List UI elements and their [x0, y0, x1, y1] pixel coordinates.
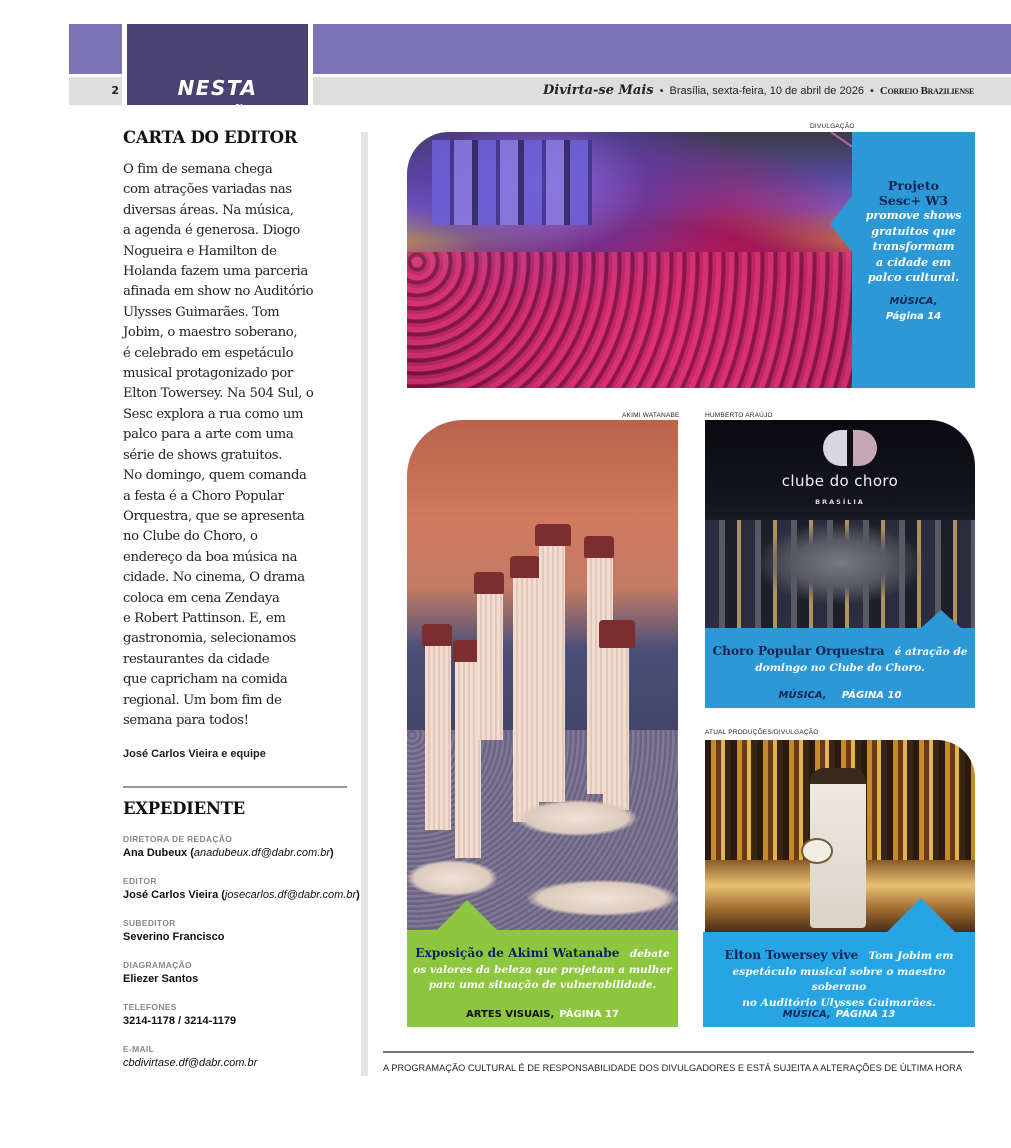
masthead-email-link[interactable]: cbdivirtase.df@dabr.com.br: [123, 1057, 258, 1069]
masthead-label: DIAGRAMAÇÃO: [123, 960, 192, 970]
masthead-entry: [123, 959, 363, 988]
body-line: No domingo, quem comanda: [123, 468, 307, 484]
masthead-title: EXPEDIENTE: [123, 799, 245, 818]
deck-line: promove shows: [865, 208, 962, 222]
photo-logo-text: clube do choro: [781, 472, 899, 490]
newspaper-brand: Correio Braziliense: [879, 85, 974, 97]
story-box-choro[interactable]: [705, 628, 975, 708]
editor-letter-title: CARTA DO EDITOR: [123, 128, 298, 147]
photo-logo-subtext: BRASÍLIA: [815, 498, 865, 506]
masthead-entry: DIRETORA DE REDAÇÃO Ana Dubeux (anadubeux.df@dabr.com.br): [123, 833, 363, 862]
deck-line: espetáculo musical sobre o maestro soberano: [732, 965, 946, 993]
art-installation-photo: [407, 420, 678, 930]
body-line: a festa é a Choro Popular: [123, 488, 284, 504]
body-line: é celebrado em espetáculo: [123, 345, 294, 361]
headline-line: Sesc+ W3: [878, 193, 949, 208]
footer-rule: [383, 1051, 974, 1053]
story-page-ref[interactable]: PÁGINA 10: [841, 690, 902, 701]
deck-line: os valores da beleza que projetam a mulher: [413, 963, 672, 976]
story-page-ref[interactable]: PÁGINA 17: [559, 1009, 619, 1020]
deck-line: no Auditório Ulysses Guimarães.: [742, 996, 936, 1009]
story-section: ARTES VISUAIS,: [466, 1009, 555, 1020]
body-line: no Clube do Choro, o: [123, 529, 258, 545]
story-page-ref[interactable]: Página 14: [885, 310, 942, 322]
photo-credit: AKIMI WATANABE: [622, 412, 680, 419]
body-line: cidade. No cinema, O drama: [123, 570, 305, 586]
story-deck: [858, 208, 969, 286]
masthead-label: DIRETORA DE REDAÇÃO: [123, 834, 233, 844]
header-color-block-left: [69, 24, 122, 74]
orchestra-photo: [705, 420, 975, 628]
editor-letter: [123, 128, 348, 760]
body-line: Elton Towersey. Na 504 Sul, o: [123, 386, 314, 402]
masthead-name: José Carlos Vieira: [123, 889, 219, 901]
body-line: palco para a arte com uma: [123, 427, 294, 443]
body-line: com atrações variadas nas: [123, 182, 292, 198]
footer-disclaimer: A PROGRAMAÇÃO CULTURAL É DE RESPONSABILIDADE DOS DIVULGADORES E ESTÁ SUJEITA A ALTERAÇÕES DE ÚLTIMA HORA: [383, 1063, 963, 1073]
story-box-elton[interactable]: [703, 932, 975, 1027]
masthead-entry: EDITOR José Carlos Vieira (josecarlos.df@dabr.com.br): [123, 875, 363, 904]
box-pointer: [921, 610, 961, 628]
clube-do-choro-logo-icon: [823, 430, 877, 466]
body-line: diversas áreas. Na música,: [123, 202, 294, 218]
deck-line: debate: [629, 948, 670, 960]
masthead-email-link[interactable]: josecarlos.df@dabr.com.br: [224, 889, 357, 901]
body-line: afinada em show no Auditório: [123, 284, 314, 300]
masthead-entry: [123, 1001, 363, 1030]
box-pointer: [887, 898, 955, 932]
header-color-band: [313, 24, 1011, 74]
box-pointer: [830, 196, 852, 252]
masthead-entry: [123, 1043, 363, 1072]
section-divider: [123, 786, 347, 788]
deck-line: palco cultural.: [867, 270, 960, 284]
photo-credit: ATUAL PRODUÇÕES/DIVULGAÇÃO: [705, 729, 819, 736]
header-dateline: [543, 77, 974, 105]
story-box-sesc[interactable]: [852, 132, 975, 388]
masthead-name: Eliezer Santos: [123, 973, 199, 985]
story-section: MÚSICA,: [782, 1009, 831, 1020]
bullet-separator: •: [868, 86, 875, 97]
body-line: gastronomia, selecionamos: [123, 631, 296, 647]
masthead-phones: 3214-1178 / 3214-1179: [123, 1015, 237, 1027]
masthead-name: Ana Dubeux: [123, 847, 188, 859]
masthead-label: EDITOR: [123, 876, 157, 886]
editor-letter-body: [123, 160, 348, 731]
photo-detail-hat: [801, 838, 833, 864]
body-line: regional. Um bom fim de: [123, 692, 282, 708]
body-line: Orquestra, que se apresenta: [123, 508, 305, 524]
photo-credit: DIVULGAÇÃO: [810, 123, 855, 130]
story-headline: Exposição de Akimi Watanabe: [415, 946, 620, 960]
deck-line: é atração de: [894, 646, 968, 658]
body-line: Sesc explora a rua como um: [123, 406, 304, 422]
masthead-email-link[interactable]: anadubeux.df@dabr.com.br: [193, 847, 331, 859]
masthead-name: Severino Francisco: [123, 931, 225, 943]
body-line: semana para todos!: [123, 712, 249, 728]
photo-detail-crowd: [407, 252, 852, 388]
masthead-entry: [123, 917, 363, 946]
body-line: a agenda é generosa. Diogo: [123, 223, 300, 239]
deck-line: para uma situação de vulnerabilidade.: [428, 979, 657, 991]
body-line: Holanda fazem uma parceria: [123, 264, 308, 280]
section-title: NESTA EDIÇÃO: [170, 76, 265, 128]
story-box-akimi[interactable]: [407, 930, 678, 1027]
column-divider: [361, 132, 368, 1076]
deck-line: transformam: [872, 239, 955, 253]
deck-line: a cidade em: [875, 254, 952, 269]
headline-line: Projeto: [888, 178, 939, 193]
masthead-label: SUBEDITOR: [123, 918, 176, 928]
story-page-ref[interactable]: PÁGINA 13: [835, 1009, 896, 1020]
body-line: Jobim, o maestro soberano,: [123, 325, 298, 341]
body-line: série de shows gratuitos.: [123, 447, 283, 463]
body-line: Nogueira e Hamilton de: [123, 243, 277, 259]
masthead-label: E-MAIL: [123, 1044, 155, 1054]
body-line: O fim de semana chega: [123, 162, 273, 177]
deck-line: gratuitos que: [871, 223, 956, 238]
body-line: endereço da boa música na: [123, 549, 298, 565]
body-line: musical protagonizado por: [123, 366, 293, 382]
deck-line: domingo no Clube do Choro.: [755, 661, 925, 674]
body-line: e Robert Pattinson. E, em: [123, 610, 286, 626]
story-headline: Choro Popular Orquestra: [712, 644, 885, 658]
body-line: Ulysses Guimarães. Tom: [123, 304, 280, 320]
story-section: MÚSICA,: [889, 295, 938, 307]
body-line: restaurantes da cidade: [123, 651, 270, 667]
body-line: coloca em cena Zendaya: [123, 590, 280, 606]
photo-detail-buildings: [432, 140, 592, 225]
page-number: 2: [111, 84, 119, 97]
masthead-list: [123, 833, 363, 1085]
masthead-label: TELEFONES: [123, 1002, 177, 1012]
story-section: MÚSICA,: [778, 690, 827, 701]
photo-credit: HUMBERTO ARAÚJO: [705, 412, 773, 419]
story-headline: [858, 178, 969, 208]
concert-crowd-photo: [407, 132, 852, 388]
bullet-separator: •: [658, 86, 665, 97]
photo-detail-laser: [830, 132, 852, 202]
story-headline: Elton Towersey vive: [724, 948, 859, 962]
editor-signature: José Carlos Vieira e equipe: [123, 748, 266, 761]
dateline: Brasília, sexta-feira, 10 de abril de 2026: [669, 85, 864, 97]
body-line: que capricham na comida: [123, 672, 288, 688]
box-pointer: [437, 900, 497, 930]
deck-line: Tom Jobim em: [868, 950, 954, 962]
supplement-name: Divirta-se Mais: [543, 83, 654, 98]
